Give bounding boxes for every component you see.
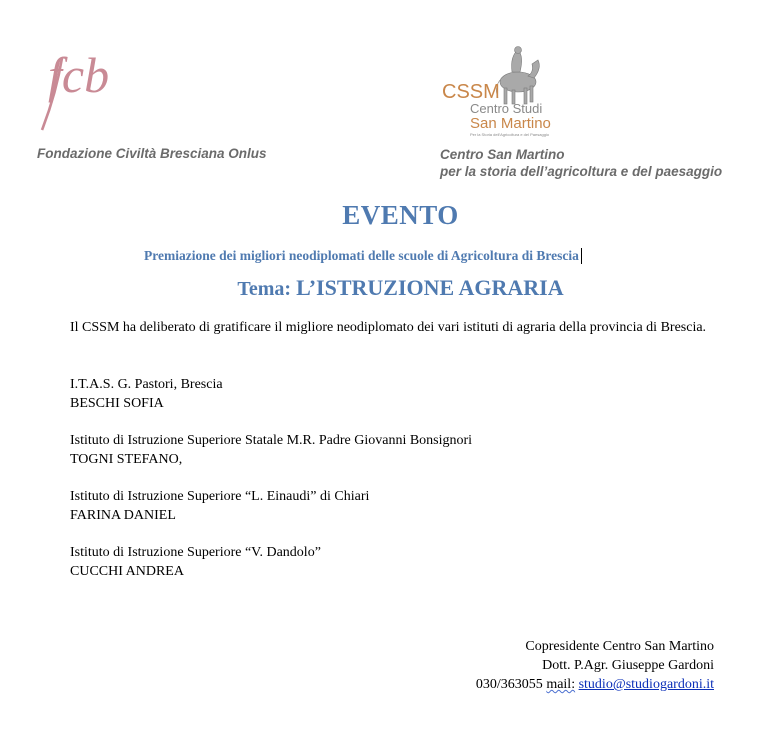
event-subtitle: Premiazione dei migliori neodiplomati delle scuole di Agricoltura di Brescia — [144, 248, 582, 264]
intro-paragraph: Il CSSM ha deliberato di gratificare il migliore neodiplomato dei vari istituti di agraria della provincia di Brescia. — [70, 320, 707, 335]
student-name: BESCHI SOFIA — [70, 396, 164, 411]
cssm-caption-line2: per la storia dell’agricoltura e del paesaggio — [440, 164, 723, 179]
fcb-logo-text: fcb — [48, 47, 110, 103]
school-name: I.T.A.S. G. Pastori, Brescia — [70, 377, 223, 392]
award-entry — [70, 431, 472, 469]
student-name: CUCCHI ANDREA — [70, 564, 184, 579]
theme-value: L’ISTRUZIONE AGRARIA — [296, 275, 564, 300]
signature-name: Dott. P.Agr. Giuseppe Gardoni — [542, 658, 714, 673]
student-name: FARINA DANIEL — [70, 508, 176, 523]
school-name: Istituto di Istruzione Superiore “V. Dandolo” — [70, 545, 321, 560]
signature-block — [476, 637, 714, 694]
cssm-caption — [440, 146, 722, 180]
fcb-logo — [34, 44, 130, 136]
signature-contact — [476, 675, 714, 694]
cssm-logo-small: Per la Storia dell'Agricoltura e del Paesaggio — [470, 132, 550, 137]
event-theme — [0, 275, 783, 301]
school-name: Istituto di Istruzione Superiore Statale M.R. Padre Giovanni Bonsignori — [70, 433, 473, 448]
mail-label: mail: — [546, 677, 576, 692]
fcb-caption: Fondazione Civiltà Bresciana Onlus — [37, 146, 267, 161]
cssm-caption-line1: Centro San Martino — [440, 147, 565, 162]
phone-number: 030/363055 — [475, 677, 543, 692]
email-link[interactable]: studio@studiogardoni.it — [578, 677, 714, 692]
award-entry — [70, 543, 321, 581]
school-name: Istituto di Istruzione Superiore “L. Einaudi” di Chiari — [70, 489, 370, 504]
award-entry — [70, 375, 223, 413]
theme-label: Tema: — [237, 278, 292, 300]
cssm-logo — [440, 44, 570, 140]
cssm-logo-line2: San Martino — [470, 115, 551, 132]
cssm-logo-text: CSSM — [442, 81, 500, 103]
event-title: EVENTO — [342, 200, 459, 230]
signature-title: Copresidente Centro San Martino — [525, 639, 714, 654]
award-entry — [70, 487, 369, 525]
student-name: TOGNI STEFANO, — [70, 452, 183, 467]
cssm-logo-line1: Centro Studi — [470, 101, 543, 116]
